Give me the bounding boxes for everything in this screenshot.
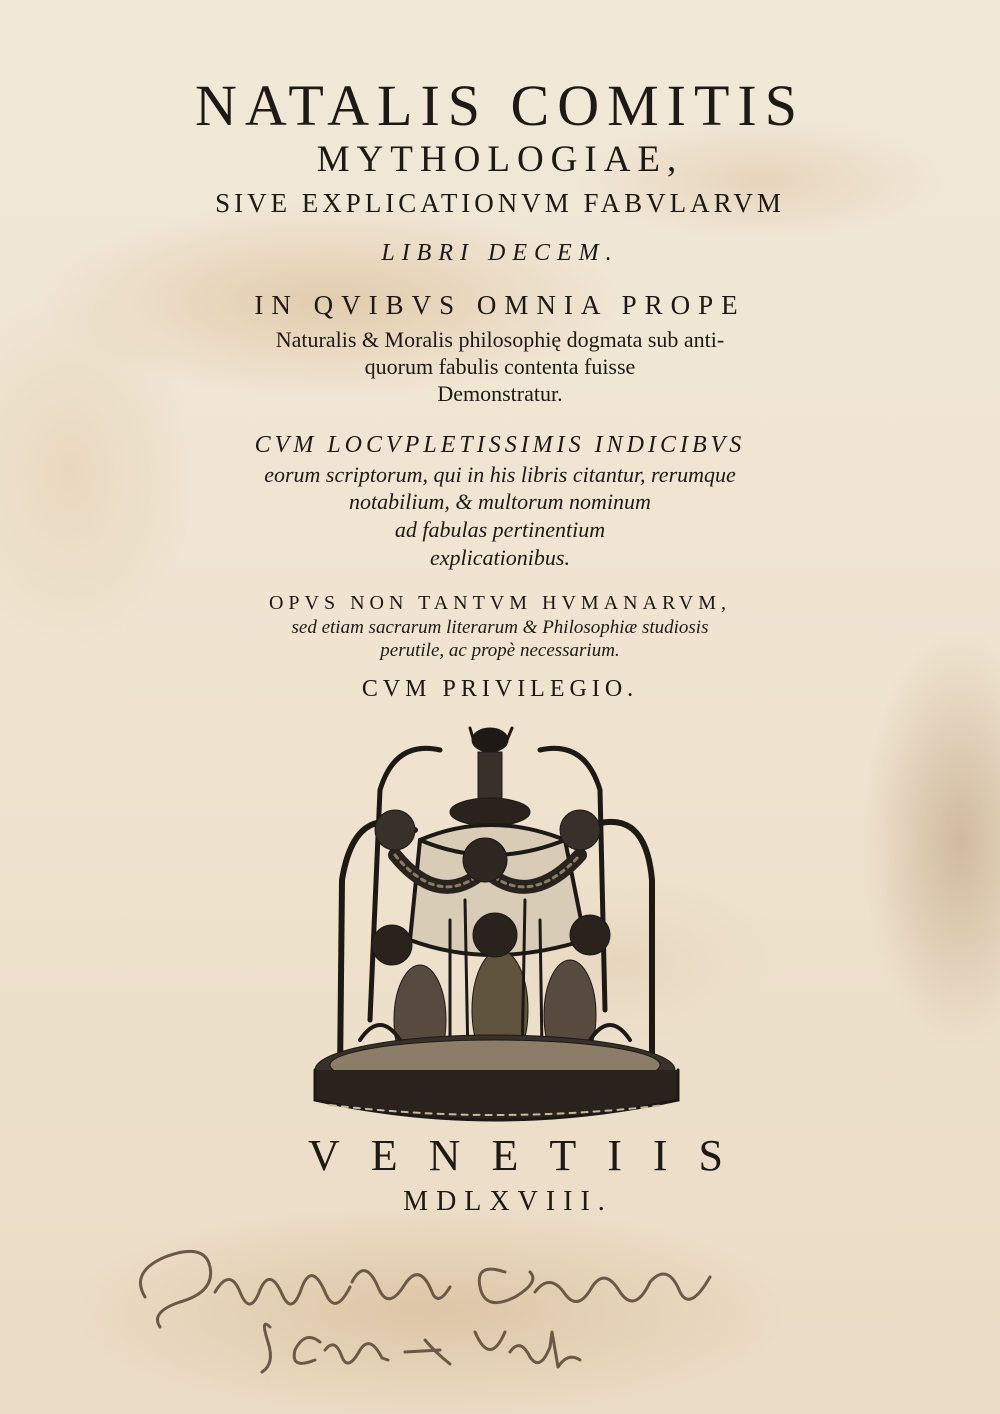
description-heading: IN QVIBVS OMNIA PROPE: [254, 290, 746, 320]
description-line-3: Demonstratur.: [437, 381, 563, 406]
handwritten-signature: [120, 1232, 740, 1382]
index-line-2: notabilium, & multorum nominum: [349, 489, 651, 514]
imprint-year: MDLXVIII.: [403, 1186, 613, 1217]
index-line-1: eorum scriptorum, qui in his libris citantur, rerumque: [264, 462, 736, 487]
title-line: MYTHOLOGIAE,: [316, 139, 684, 180]
opus-line-2: perutile, ac propè necessarium.: [380, 640, 620, 661]
index-line-4: explicationibus.: [430, 545, 570, 570]
imprint-place: VENETIIS: [308, 1131, 754, 1180]
books-line: LIBRI DECEM.: [381, 240, 619, 266]
privilege-line: CVM PRIVILEGIO.: [361, 676, 639, 702]
opus-heading: OPVS NON TANTVM HVMANARVM,: [268, 592, 731, 614]
index-line-3: ad fabulas pertinentium: [394, 517, 606, 542]
description-line-1: Naturalis & Moralis philosophię dogmata sub anti-: [275, 327, 725, 352]
author-line: NATALIS COMITIS: [195, 73, 805, 138]
description-line-2: quorum fabulis contenta fuisse: [364, 354, 636, 379]
subtitle-line: SIVE EXPLICATIONVM FABVLARVM: [215, 188, 785, 218]
index-heading: CVM LOCVPLETISSIMIS INDICIBVS: [254, 432, 746, 458]
opus-line-1: sed etiam sacrarum literarum & Philosophiæ studiosis: [291, 617, 709, 638]
fountain-woodcut-illustration: [300, 720, 700, 1135]
